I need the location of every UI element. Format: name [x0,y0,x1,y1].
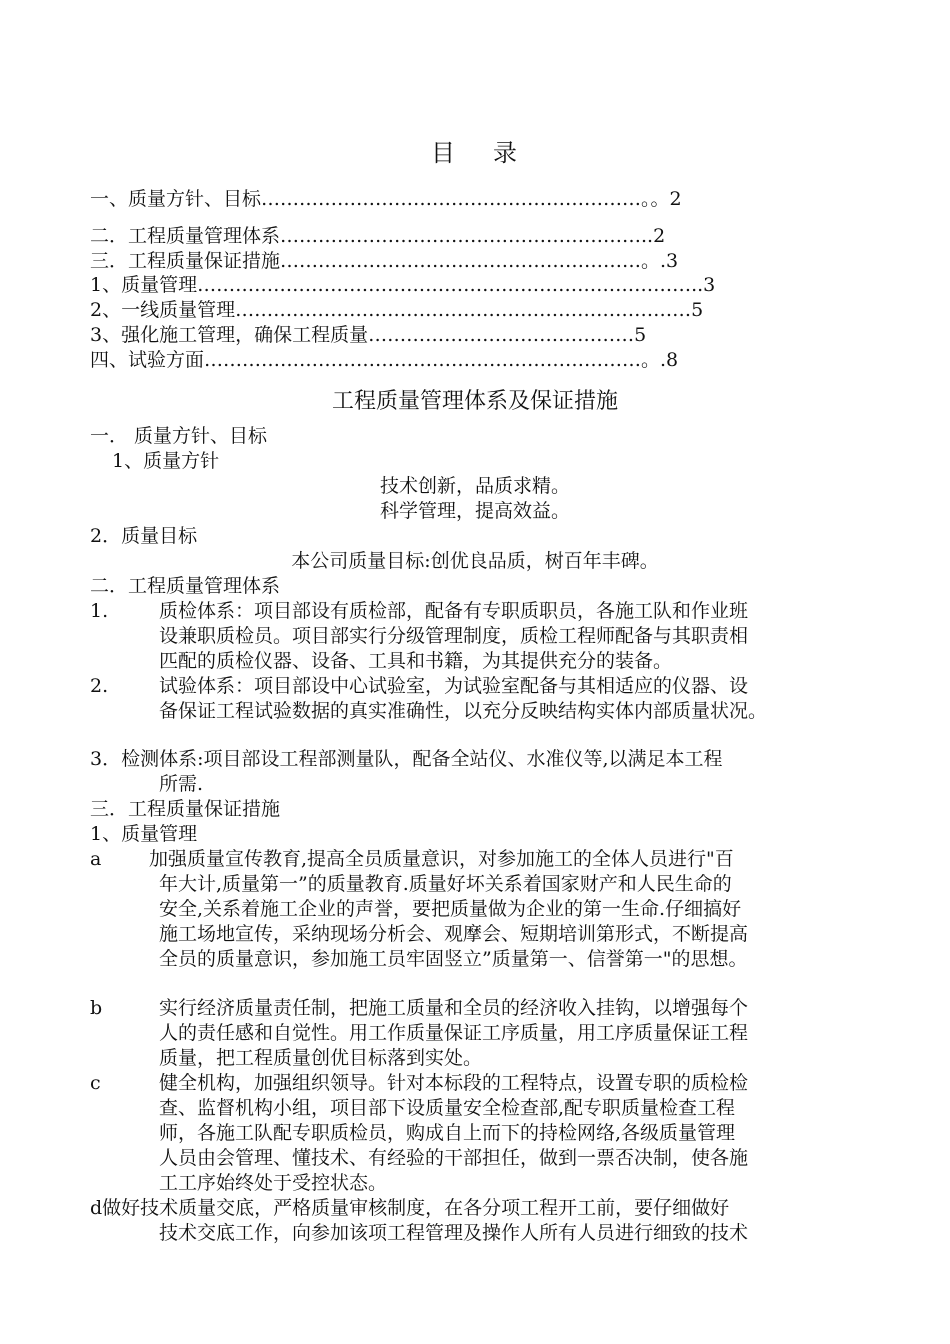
paragraph-line: 全员的质量意识，参加施工员牢固竖立”质量第一、信誉第一"的思想。 [159,948,748,970]
policy-line: 技术创新，品质求精。 [379,475,570,497]
toc-entry: 二．工程质量管理体系…………………………………………………..2 [90,225,666,247]
toc-entry: 1、质量管理……………………………………………………………………..3 [90,274,716,296]
section-heading: 一． 质量方针、目标 [90,425,268,447]
section-heading: 二．工程质量管理体系 [90,575,281,597]
paragraph-line: 年大计,质量第一”的质量教育.质量好坏关系着国家财产和人民生命的 [159,873,732,895]
paragraph-line: 实行经济质量责任制，把施工质量和全员的经济收入挂钩，以增强每个 [159,997,749,1019]
document-title: 工程质量管理体系及保证措施 [331,389,618,414]
paragraph-line: 安全,关系着施工企业的声誉，要把质量做为企业的第一生命.仔细搞好 [159,898,742,920]
list-item-number: 1. [90,600,109,622]
section-heading: 三．工程质量保证措施 [90,798,281,820]
paragraph-line: 查、监督机构小组，项目部下设质量安全检查部,配专职质量检查工程 [159,1097,736,1119]
paragraph-line: 加强质量宣传教育,提高全员质量意识，对参加施工的全体人员进行"百 [149,848,734,870]
paragraph-line: 质检体系：项目部设有质检部，配备有专职质职员，各施工队和作业班 [159,600,749,622]
paragraph-line: 3．检测体系:项目部设工程部测量队，配备全站仪、水准仪等,以满足本工程 [90,748,723,770]
paragraph-line: 试验体系：项目部设中心试验室，为试验室配备与其相适应的仪器、设 [159,675,749,697]
paragraph-line: 设兼职质检员。项目部实行分级管理制度，质检工程师配备与其职责相 [159,625,749,647]
subsection-heading: 2．质量目标 [90,525,198,547]
paragraph-line: 备保证工程试验数据的真实准确性，以充分反映结构实体内部质量状况。 [159,700,768,722]
paragraph-line: 技术交底工作，向参加该项工程管理及操作人所有人员进行细致的技术 [159,1222,749,1244]
subsection-heading: 1、质量方针 [112,450,220,472]
paragraph-line: 人的责任感和自觉性。用工作质量保证工序质量，用工序质量保证工程 [159,1022,749,1044]
toc-title [0,133,950,168]
paragraph-line: 师，各施工队配专职质检员，购成自上而下的持检网络,各级质量管理 [159,1122,736,1144]
list-item-label: a [90,848,102,870]
target-text: 本公司质量目标:创优良品质，树百年丰碑。 [291,550,659,572]
toc-entry: 3、强化施工管理，确保工程质量……………………………………5 [90,324,647,346]
policy-line: 科学管理，提高效益。 [379,500,570,522]
toc-entry: 一、质量方针、目标……………………………………………………。。2 [90,188,682,210]
paragraph-line: 工工序始终处于受控状态。 [159,1172,388,1194]
toc-entry: 2、一线质量管理………………………………………………………………5 [90,299,704,321]
paragraph-line: 所需. [159,773,204,795]
list-item-label: c [90,1072,101,1094]
paragraph-line: 匹配的质检仪器、设备、工具和书籍，为其提供充分的装备。 [159,650,673,672]
subsection-heading: 1、质量管理 [90,823,198,845]
paragraph-line: 质量，把工程质量创优目标落到实处。 [159,1047,483,1069]
paragraph-line: 施工场地宣传，采纳现场分析会、观摩会、短期培训第形式，不断提高 [159,923,749,945]
toc-title-char-1: 目 [431,139,457,167]
list-item-label: b [90,997,103,1019]
toc-title-char-2: 录 [493,139,519,167]
toc-entry: 四、试验方面……………………………………………………………。.8 [90,349,679,371]
paragraph-line: 健全机构，加强组织领导。针对本标段的工程特点，设置专职的质检检 [159,1072,749,1094]
paragraph-line: 人员由会管理、懂技术、有经验的干部担任，做到一票否决制，使各施 [159,1147,749,1169]
toc-entry: 三．工程质量保证措施…………………………………………………。.3 [90,250,679,272]
paragraph-line: d做好技术质量交底，严格质量审核制度，在各分项工程开工前，要仔细做好 [90,1197,730,1219]
list-item-number: 2. [90,675,109,697]
